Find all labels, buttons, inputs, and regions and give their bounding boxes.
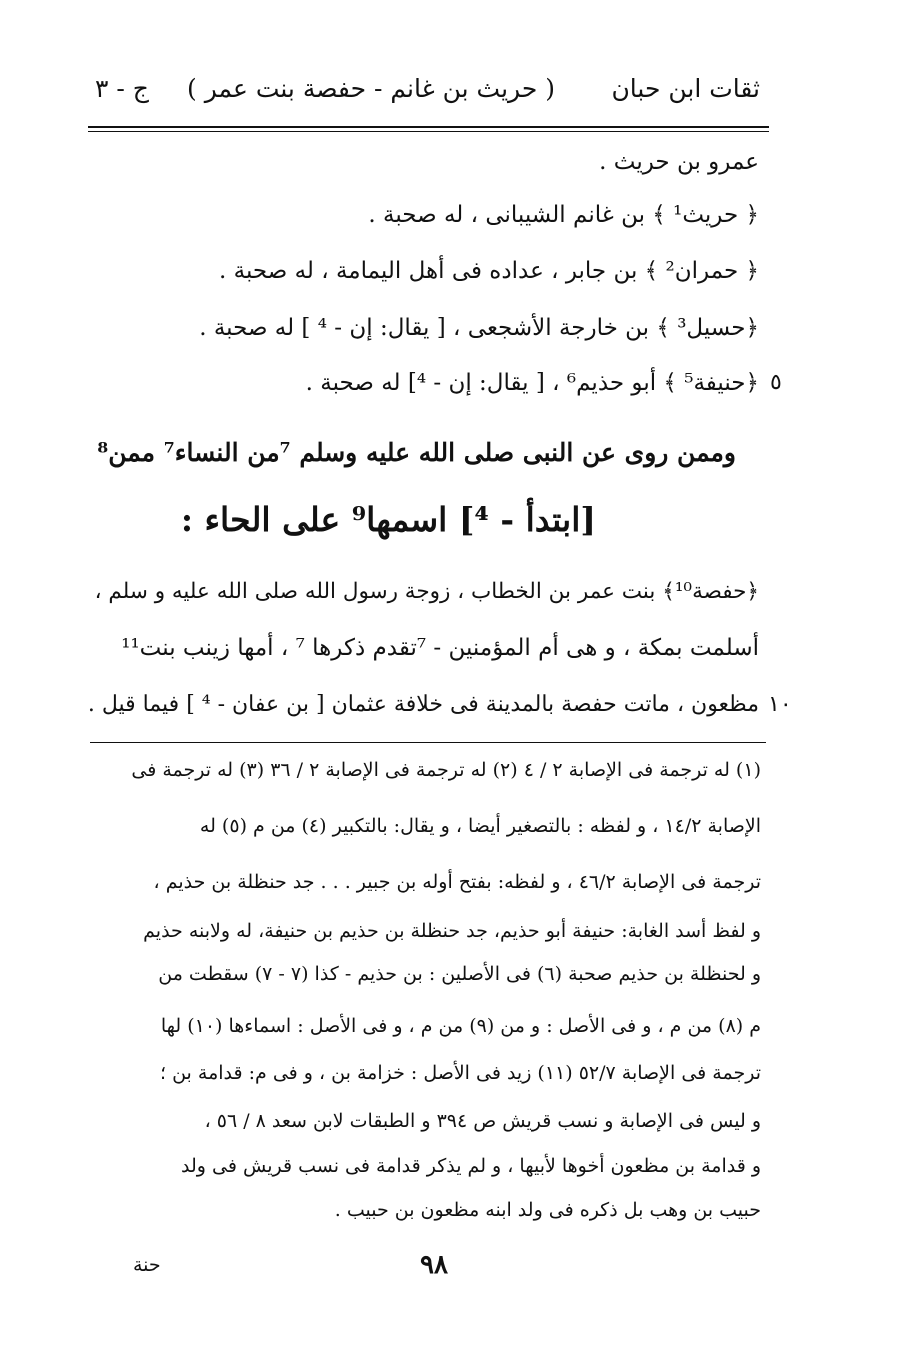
line-number: ٥: [770, 370, 782, 395]
entry-line: مظعون ، ماتت حفصة بالمدينة فى خلافة عثمان [ بن عفان - ⁴ ] فيما قيل .: [87, 692, 759, 717]
body-line: ﴿حسيل³ ﴾ بن خارجة الأشجعى ، [ يقال: إن - ⁴ ] له صحبة .: [199, 315, 759, 341]
body-line: عمرو بن حريث .: [599, 149, 759, 175]
running-header: [95, 70, 760, 110]
header-rule-thin: [88, 131, 769, 132]
entry-line: ﴿حفصة¹⁰﴾ بنت عمر بن الخطاب ، زوجة رسول الله صلى الله عليه و سلم ،: [94, 579, 759, 604]
footnote-rule: [90, 742, 766, 743]
footnote-line: و لحنظلة بن حذيم صحبة (٦) فى الأصلين : بن حذيم - كذا (٧ - ٧) سقطت من: [158, 963, 761, 985]
footnote-line: و ليس فى الإصابة و نسب قريش ص ٣٩٤ و الطبقات لابن سعد ٨ / ٥٦ ،: [204, 1110, 761, 1132]
footnote-line: و لفظ أسد الغابة: حنيفة أبو حذيم، جد حنظلة بن حذيم بن حنيفة، له ولابنه حذيم: [143, 920, 761, 942]
body-line: ﴿ حمران² ﴾ بن جابر ، عداده فى أهل اليمامة ، له صحبة .: [219, 258, 759, 284]
section-heading: وممن روى عن النبى صلى الله عليه وسلم ⁷من النساء⁷ ممن⁸: [97, 438, 736, 467]
body-line: ﴿حنيفة⁵ ﴾ أبو حذيم⁶ ، [ يقال: إن - ⁴] له صحبة .: [305, 370, 759, 396]
line-number: ١٠: [768, 692, 792, 717]
page-number: ٩٨: [420, 1250, 448, 1280]
footnote-line: (١) له ترجمة فى الإصابة ٢ / ٤ (٢) له ترجمة فى الإصابة ٢ / ٣٦ (٣) له ترجمة فى: [131, 759, 761, 781]
footnote-line: ترجمة فى الإصابة ٤٦/٢ ، و لفظه: بفتح أوله بن جبير . . . جد حنظلة بن حذيم ،: [153, 871, 761, 893]
header-rule: [88, 126, 769, 128]
footnote-line: حبيب بن وهب بل ذكره فى ولد ابنه مظعون بن حبيب .: [334, 1199, 761, 1221]
entry-range: ( حريث بن غانم - حفصة بنت عمر ): [187, 74, 555, 103]
footnote-line: و قدامة بن مظعون أخوها لأبيها ، و لم يذكر قدامة فى نسب قريش فى ولد: [181, 1155, 761, 1177]
footnote-line: م (٨) من م ، و فى الأصل : و من (٩) من م ، و فى الأصل : اسماءها (١٠) لها: [160, 1015, 761, 1037]
section-heading-continued: [ابتدأ - ⁴] اسمها⁹ على الحاء :: [180, 500, 596, 539]
volume-label: ج - ٣: [95, 74, 149, 103]
footnote-line: ترجمة فى الإصابة ٥٢/٧ (١١) زيد فى الأصل : خزامة بن ، و فى م: قدامة بن ؛: [160, 1062, 761, 1084]
signature-mark: حنة: [133, 1254, 161, 1276]
footnote-line: الإصابة ١٤/٢ ، و لفظه : بالتصغير أيضا ، و يقال: بالتكبير (٤) من م (٥) له: [199, 815, 761, 837]
book-title: ثقات ابن حبان: [611, 74, 760, 103]
body-line: ﴿ حريث¹ ﴾ بن غانم الشيبانى ، له صحبة .: [368, 202, 759, 228]
entry-line: أسلمت بمكة ، و هى أم المؤمنين - ⁷تقدم ذكرها ⁷ ، أمها زينب بنت¹¹: [121, 635, 759, 661]
